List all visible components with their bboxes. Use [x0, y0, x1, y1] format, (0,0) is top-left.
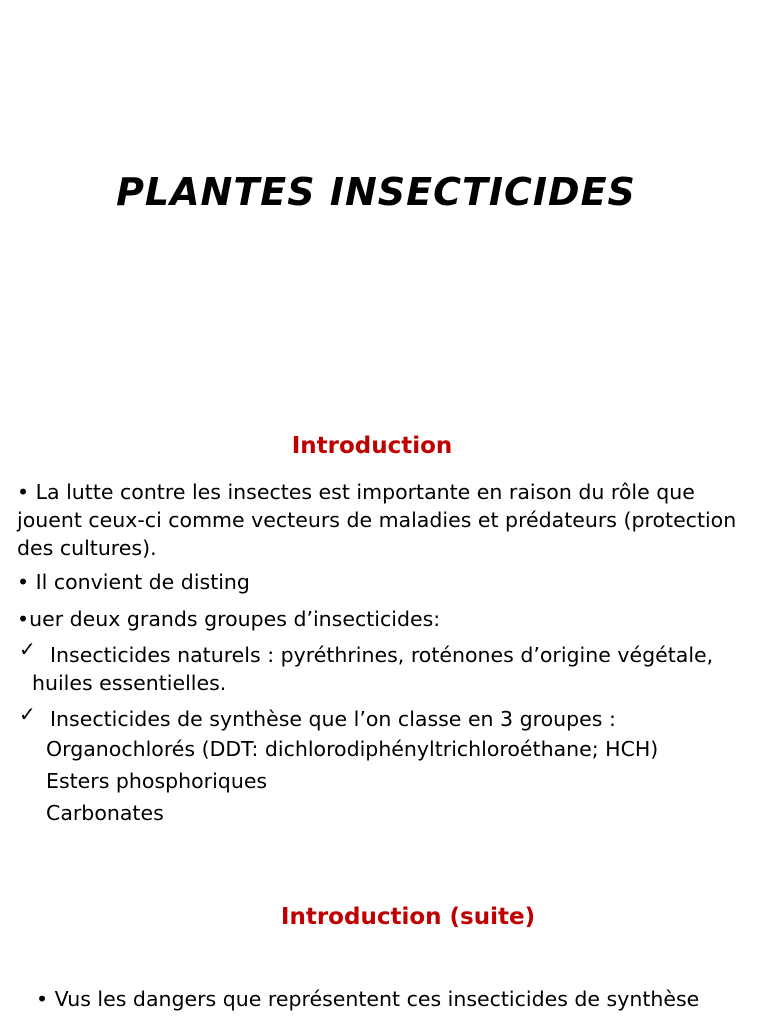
- bullet-text-line: des cultures).: [17, 536, 157, 560]
- bullet-text-line: La lutte contre les insectes est importante en raison du rôle que: [29, 480, 695, 504]
- checkmark-icon: ✓: [19, 637, 36, 661]
- bullet-text-line: jouent ceux-ci comme vecteurs de maladies et prédateurs (protection: [17, 508, 737, 532]
- bullet-paragraph-3: [17, 605, 440, 633]
- bullet-text: Vus les dangers que représentent ces insecticides de synthèse: [48, 987, 700, 1011]
- check-item-2-text: Insecticides de synthèse que l’on classe en 3 groupes :: [50, 707, 616, 731]
- page-title: PLANTES INSECTICIDES: [116, 170, 636, 214]
- check-item-1-line-1: Insecticides naturels : pyréthrines, roténones d’origine végétale,: [50, 643, 714, 667]
- bullet-text: uer deux grands groupes d’insecticides:: [29, 607, 441, 631]
- bullet-paragraph-1: [17, 478, 736, 562]
- section-heading-introduction: Introduction: [291, 433, 453, 459]
- bullet-marker: •: [17, 570, 30, 594]
- bullet-marker: •: [17, 480, 30, 504]
- subitem-carbonates: Carbonates: [46, 801, 164, 825]
- bullet-marker: •: [36, 987, 49, 1011]
- bullet-marker: •: [17, 607, 30, 631]
- section-heading-introduction-suite: Introduction (suite): [280, 904, 536, 930]
- bullet-paragraph-suite-1: [36, 985, 699, 1013]
- bullet-paragraph-2: [17, 568, 250, 596]
- subitem-esters-phosphoriques: Esters phosphoriques: [46, 769, 268, 793]
- check-item-1-line-2: huiles essentielles.: [32, 671, 227, 695]
- checkmark-icon: ✓: [19, 702, 36, 726]
- subitem-organochlores: Organochlorés (DDT: dichlorodiphényltrichloroéthane; HCH): [46, 737, 659, 761]
- bullet-text: Il convient de disting: [29, 570, 250, 594]
